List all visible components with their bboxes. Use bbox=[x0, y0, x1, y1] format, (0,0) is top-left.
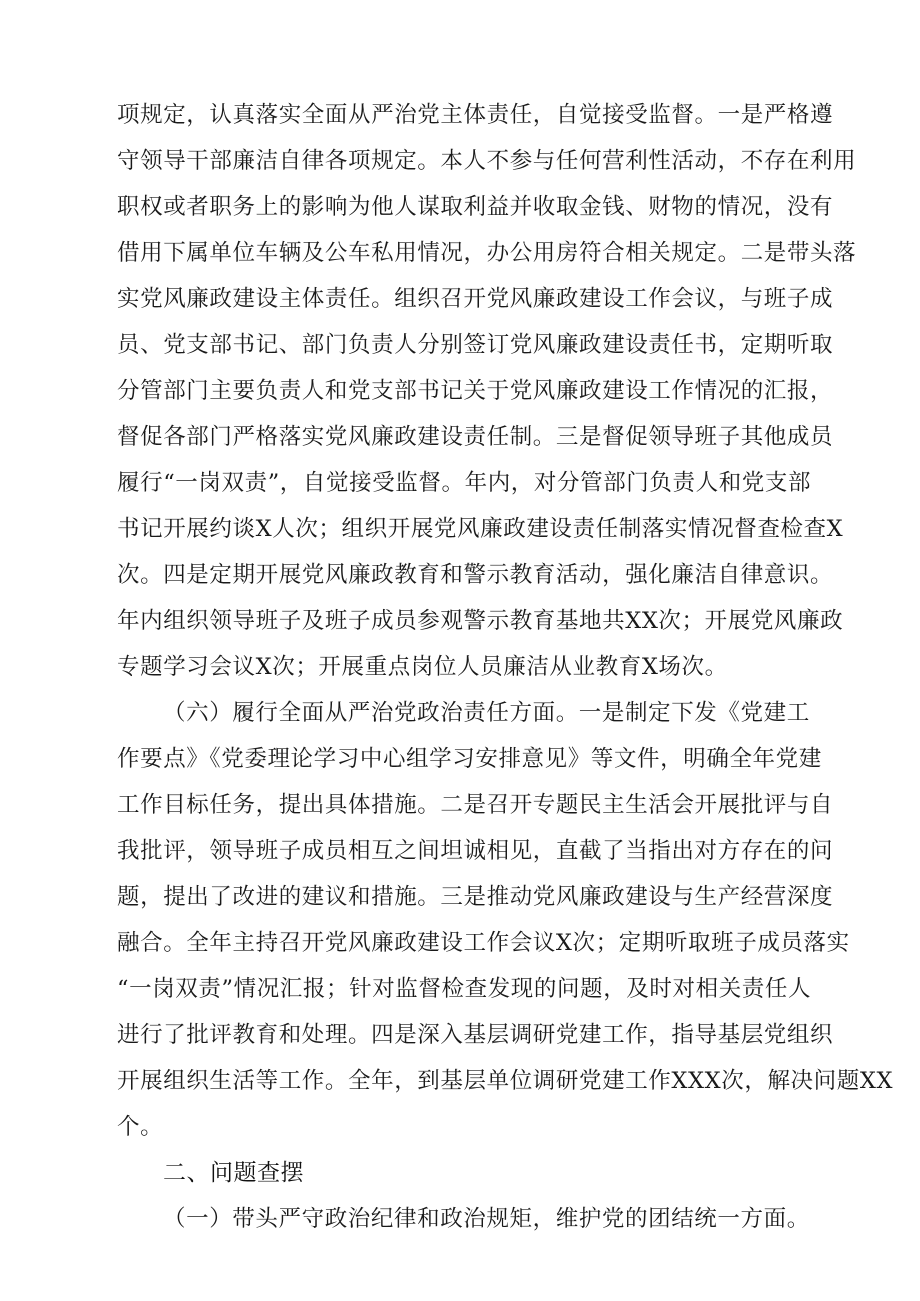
paragraph-line: 守领导干部廉洁自律各项规定。本人不参与任何营利性活动，不存在利用 bbox=[117, 148, 857, 174]
paragraph-line: 题，提出了改进的建议和措施。三是推动党风廉政建设与生产经营深度 bbox=[117, 884, 834, 910]
paragraph-line: 专题学习会议X次；开展重点岗位人员廉洁从业教育X场次。 bbox=[117, 654, 728, 680]
paragraph-line: 借用下属单位车辆及公车私用情况，办公用房符合相关规定。二是带头落 bbox=[117, 240, 857, 266]
section-heading: 二、问题查摆 bbox=[163, 1160, 304, 1186]
paragraph-line: 次。四是定期开展党风廉政教育和警示教育活动，强化廉洁自律意识。 bbox=[117, 562, 834, 588]
paragraph-line: 作要点》《党委理论学习中心组学习安排意见》等文件，明确全年党建 bbox=[117, 746, 822, 772]
paragraph-line: 年内组织领导班子及班子成员参观警示教育基地共XX次；开展党风廉政 bbox=[117, 608, 844, 634]
paragraph-line: 实党风廉政建设主体责任。组织召开党风廉政建设工作会议，与班子成 bbox=[117, 286, 834, 312]
paragraph-line: 个。 bbox=[117, 1114, 164, 1140]
paragraph-line: 工作目标任务，提出具体措施。二是召开专题民主生活会开展批评与自 bbox=[117, 792, 834, 818]
paragraph-line: 进行了批评教育和处理。四是深入基层调研党建工作，指导基层党组织 bbox=[117, 1022, 834, 1048]
paragraph-line: 分管部门主要负责人和党支部书记关于党风廉政建设工作情况的汇报， bbox=[117, 378, 834, 404]
paragraph-line: 职权或者职务上的影响为他人谋取利益并收取金钱、财物的情况，没有 bbox=[117, 194, 834, 220]
paragraph-line: 履行“一岗双责”，自觉接受监督。年内，对分管部门负责人和党支部 bbox=[117, 470, 812, 496]
paragraph-line: 书记开展约谈X人次；组织开展党风廉政建设责任制落实情况督查检查X bbox=[117, 516, 844, 542]
paragraph-line: 我批评，领导班子成员相互之间坦诚相见，直截了当指出对方存在的问 bbox=[117, 838, 834, 864]
paragraph-line: （六）履行全面从严治党政治责任方面。一是制定下发《党建工 bbox=[163, 700, 810, 726]
paragraph-line: 开展组织生活等工作。全年，到基层单位调研党建工作XXX次，解决问题XX bbox=[117, 1068, 894, 1094]
paragraph-line: 融合。全年主持召开党风廉政建设工作会议X次；定期听取班子成员落实 bbox=[117, 930, 850, 956]
paragraph-line: 督促各部门严格落实党风廉政建设责任制。三是督促领导班子其他成员 bbox=[117, 424, 834, 450]
paragraph-line: 项规定，认真落实全面从严治党主体责任，自觉接受监督。一是严格遵 bbox=[117, 102, 834, 128]
subsection-heading: （一）带头严守政治纪律和政治规矩，维护党的团结统一方面。 bbox=[163, 1206, 810, 1232]
paragraph-line: “一岗双责”情况汇报；针对监督检查发现的问题，及时对相关责任人 bbox=[117, 976, 812, 1002]
paragraph-line: 员、党支部书记、部门负责人分别签订党风廉政建设责任书，定期听取 bbox=[117, 332, 834, 358]
